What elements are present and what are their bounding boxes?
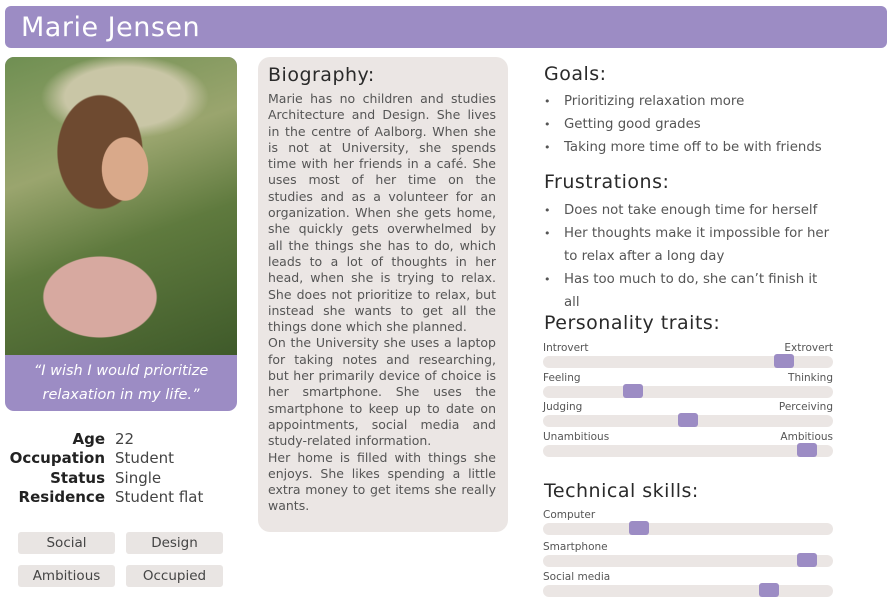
trait-left-label: Feeling: [543, 372, 581, 384]
trait-right-label: Ambitious: [780, 431, 833, 443]
persona-quote: “I wish I would prioritize relaxation in my life.”: [33, 363, 209, 403]
tag-social: Social: [18, 532, 115, 554]
persona-facts: [8, 429, 238, 507]
skill-smartphone: [543, 541, 833, 567]
trait-knob: [623, 384, 643, 398]
skill-track: [543, 523, 833, 535]
photo-card: [5, 57, 237, 411]
trait-track: [543, 356, 833, 368]
trait-feeling-thinking: [543, 372, 833, 398]
list-item: [544, 113, 874, 136]
fact-label: Status: [50, 468, 105, 487]
bullet-icon: •: [544, 141, 551, 154]
trait-track: [543, 445, 833, 457]
biography-panel: [258, 57, 508, 532]
goals-title: Goals:: [544, 63, 607, 85]
frustrations-title: Frustrations:: [544, 171, 670, 193]
frustration-text: Her thoughts make it impossible for her to relax after a long day: [564, 226, 830, 264]
bullet-icon: •: [544, 273, 551, 286]
biography-title: Biography:: [268, 64, 375, 86]
bullet-icon: •: [544, 227, 551, 240]
skill-track: [543, 585, 833, 597]
trait-track: [543, 415, 833, 427]
trait-left-label: Introvert: [543, 342, 589, 354]
trait-unambitious-ambitious: [543, 431, 833, 457]
skill-track: [543, 555, 833, 567]
list-item: [544, 199, 834, 222]
biography-text: Marie has no children and studies Architecture and Design. She lives in the centre of Aalborg. When she is not at University, she spends time with her friends in a café. She uses most of her time on the studies and as a volunteer for an organization. When she gets home, she quickly gets overwhelmed by all the things she has to do, which leads to a lot of thoughts in her head, when she is trying to relax. She does not prioritize to relax, but instead she wants to get all the things done which she planned. On the University she uses a laptop for taking notes and researching, but her primarily device of choice is her smartphone. She uses the smartphone to keep up to date on appointments, social media and study-related information. Her home is filled with things she enjoys. She likes spending a little extra money to get items she really wants.: [268, 91, 496, 514]
goal-text: Prioritizing relaxation more: [564, 94, 745, 109]
list-item: [544, 222, 834, 268]
goal-text: Taking more time off to be with friends: [564, 140, 822, 155]
tag-occupied: Occupied: [126, 565, 223, 587]
frustrations-list: [544, 199, 834, 314]
frustration-text: Has too much to do, she can’t finish it all: [564, 272, 818, 310]
skill-computer: [543, 509, 833, 535]
trait-knob: [774, 354, 794, 368]
goals-list: [544, 90, 874, 159]
skill-label: Smartphone: [543, 541, 608, 553]
bullet-icon: •: [544, 95, 551, 108]
frustration-text: Does not take enough time for herself: [564, 203, 818, 218]
fact-value: Single: [115, 468, 162, 487]
trait-judging-perceiving: [543, 401, 833, 427]
list-item: [544, 136, 874, 159]
bullet-icon: •: [544, 118, 551, 131]
persona-photo: [5, 57, 237, 355]
skill-label: Social media: [543, 571, 611, 583]
fact-residence: [8, 488, 238, 508]
trait-left-label: Judging: [543, 401, 583, 413]
skill-social-media: [543, 571, 833, 597]
skill-knob: [759, 583, 779, 597]
skill-label: Computer: [543, 509, 596, 521]
trait-left-label: Unambitious: [543, 431, 610, 443]
fact-label: Age: [72, 429, 105, 448]
fact-label: Residence: [18, 488, 105, 507]
list-item: [544, 90, 874, 113]
tag-design: Design: [126, 532, 223, 554]
goal-text: Getting good grades: [564, 117, 701, 132]
bullet-icon: •: [544, 204, 551, 217]
fact-status: [8, 468, 238, 488]
skill-knob: [629, 521, 649, 535]
fact-value: 22: [115, 429, 135, 448]
fact-value: Student flat: [115, 488, 204, 507]
list-item: [544, 268, 834, 314]
trait-right-label: Extrovert: [784, 342, 833, 354]
fact-value: Student: [115, 449, 175, 468]
fact-occupation: [8, 449, 238, 469]
fact-age: [8, 429, 238, 449]
tag-ambitious: Ambitious: [18, 565, 115, 587]
fact-label: Occupation: [9, 449, 105, 468]
trait-introvert-extrovert: [543, 342, 833, 368]
trait-right-label: Thinking: [788, 372, 833, 384]
skill-knob: [797, 553, 817, 567]
trait-right-label: Perceiving: [778, 401, 833, 413]
technical-title: Technical skills:: [544, 480, 699, 502]
trait-knob: [678, 413, 698, 427]
persona-header: [5, 6, 887, 48]
trait-knob: [797, 443, 817, 457]
trait-track: [543, 386, 833, 398]
persona-name: Marie Jensen: [21, 12, 201, 43]
personality-title: Personality traits:: [544, 312, 721, 334]
